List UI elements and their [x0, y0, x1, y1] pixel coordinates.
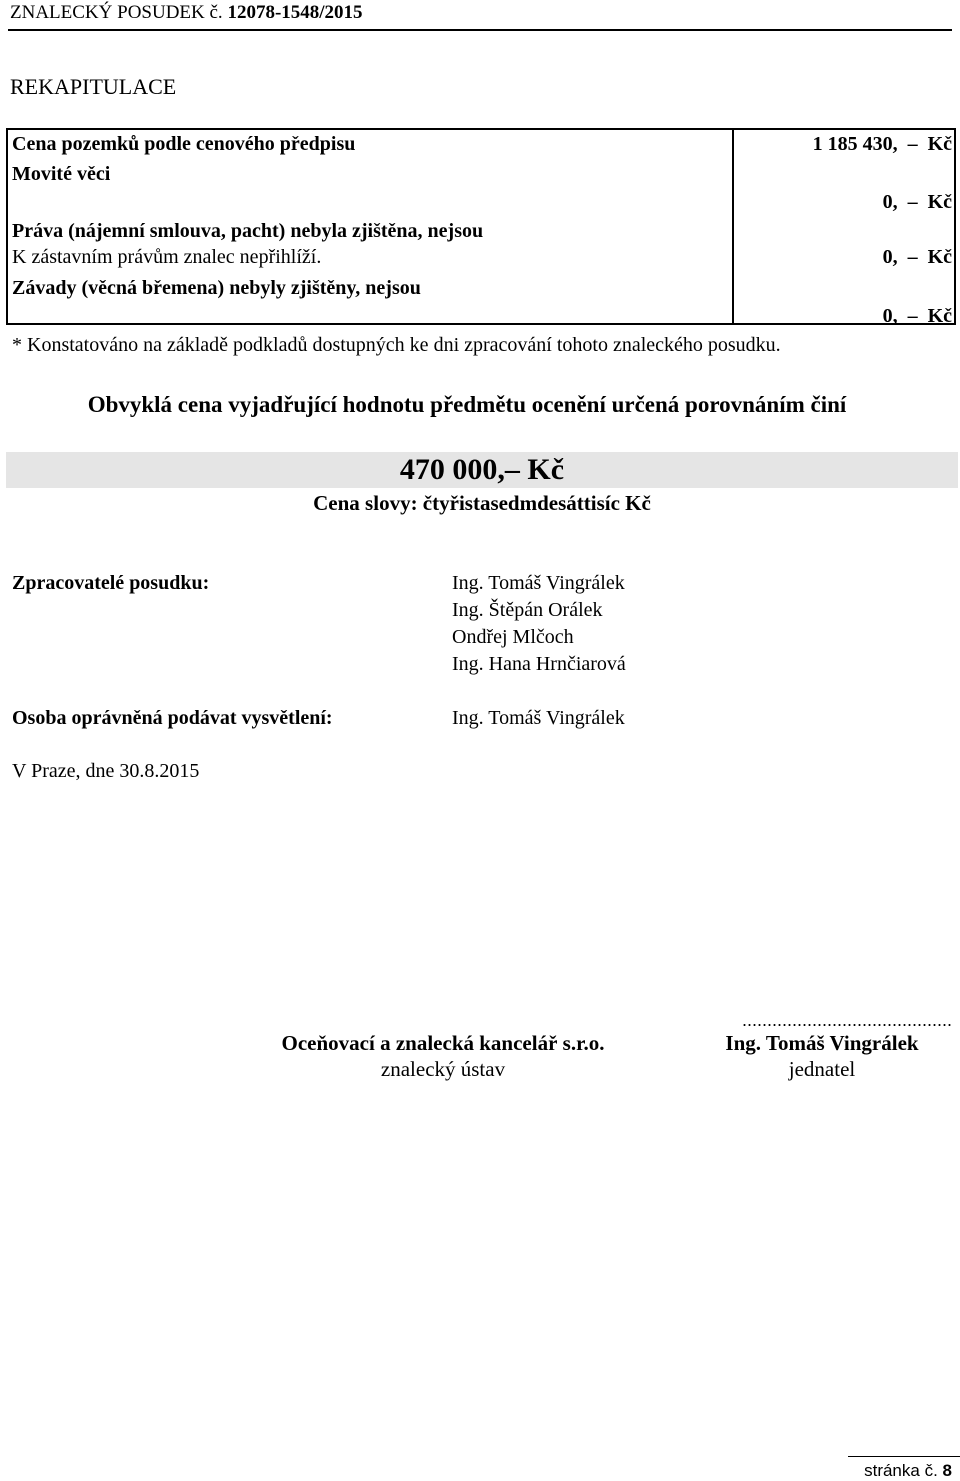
valuation-headline: Obvyklá cena vyjadřující hodnotu předmětu ocenění určená porovnáním činí [87, 392, 847, 417]
place-date: V Praze, dne 30.8.2015 [12, 760, 200, 782]
recap-row-label-rights-note: K zástavním právům znalec nepřihlíží. [12, 246, 322, 268]
recap-footnote: * Konstatováno na základě podkladů dostupných ke dni zpracování tohoto znaleckého posudku. [12, 334, 781, 356]
recap-heading: REKAPITULACE [10, 74, 177, 99]
valuation-words: Cena slovy: čtyřistasedmdesáttisíc Kč [313, 491, 651, 515]
explainer-label: Osoba oprávněná podávat vysvětlení: [12, 707, 333, 729]
recap-row-value-defects: 0, – Kč [882, 305, 952, 327]
author-name: Ing. Tomáš Vingrálek [452, 572, 625, 594]
recap-row-label-defects: Závady (věcná břemena) nebyly zjištěny, nejsou [12, 277, 421, 299]
signature-line: .......................................... [741, 1010, 952, 1030]
header-rule [8, 29, 952, 31]
authors-label: Zpracovatelé posudku: [12, 572, 210, 594]
explainer-name: Ing. Tomáš Vingrálek [452, 707, 625, 729]
page-number-value: 8 [942, 1461, 952, 1480]
recap-row-label-movables: Movité věci [12, 163, 111, 185]
footer-rule [848, 1456, 960, 1457]
author-name: Ing. Štěpán Orálek [452, 599, 603, 621]
signer-role: jednatel [788, 1057, 856, 1081]
recap-row-value-rights: 0, – Kč [882, 246, 952, 268]
author-name: Ondřej Mlčoch [452, 626, 574, 648]
page-number [864, 1461, 952, 1481]
document-header [10, 2, 363, 24]
author-name: Ing. Hana Hrnčiarová [452, 653, 626, 675]
recap-row-label-rights: Práva (nájemní smlouva, pacht) nebyla zjištěna, nejsou [12, 220, 484, 242]
header-title-prefix: ZNALECKÝ POSUDEK č. [10, 2, 223, 23]
signer-name: Ing. Tomáš Vingrálek [725, 1031, 919, 1055]
org-type: znalecký ústav [380, 1057, 506, 1081]
recap-row-label-land: Cena pozemků podle cenového předpisu [12, 133, 356, 155]
page-label: stránka č. [864, 1461, 938, 1480]
org-name: Oceňovací a znalecká kancelář s.r.o. [281, 1031, 605, 1055]
recap-table-divider [732, 128, 734, 325]
recap-row-value-land: 1 185 430, – Kč [812, 133, 952, 155]
recap-row-value-movables: 0, – Kč [882, 191, 952, 213]
valuation-amount: 470 000,– Kč [399, 453, 565, 486]
header-title-number: 12078-1548/2015 [227, 2, 363, 23]
